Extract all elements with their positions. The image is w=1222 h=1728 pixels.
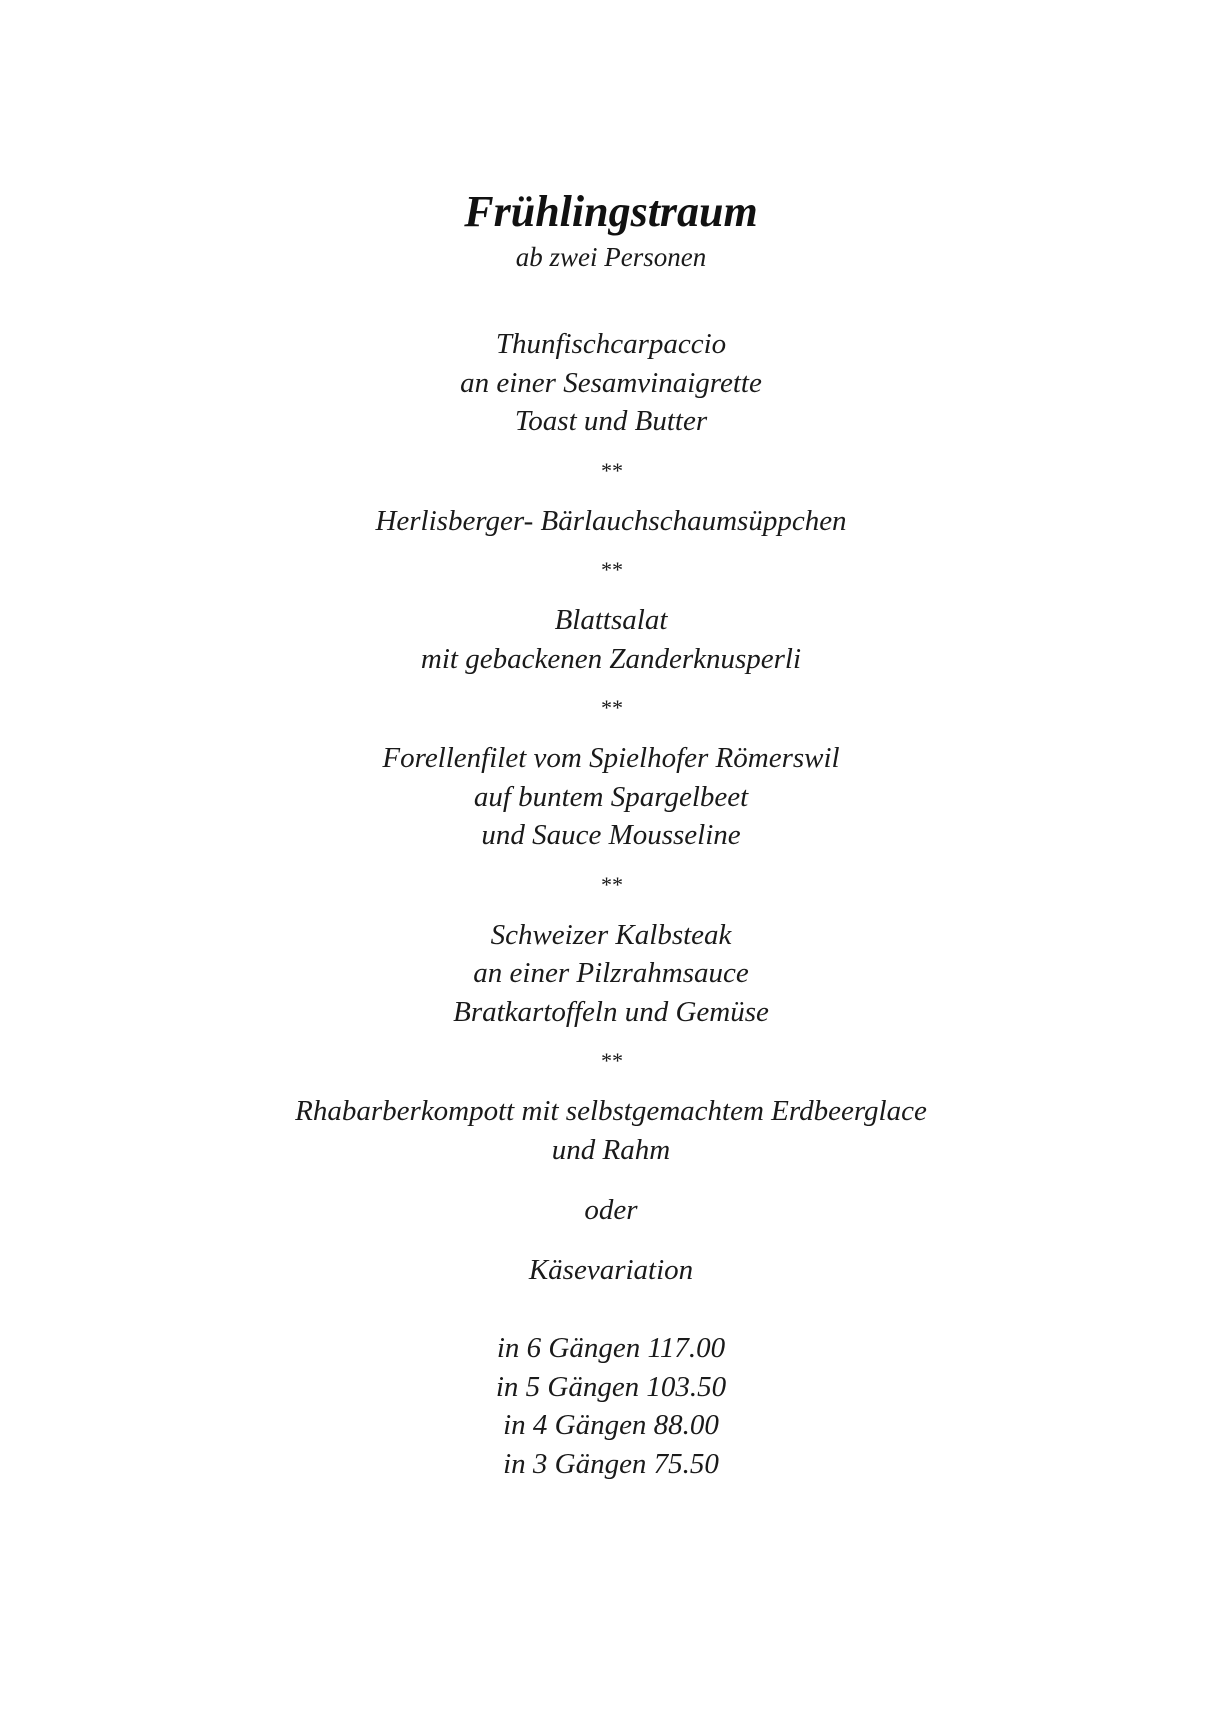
course-separator: **: [600, 457, 622, 483]
course-line: auf buntem Spargelbeet: [473, 780, 749, 813]
price-list: [0, 1329, 1222, 1483]
course-dessert: [0, 1092, 1222, 1169]
course-separator: **: [600, 1048, 622, 1073]
alternative-dish: Käsevariation: [528, 1254, 694, 1286]
alternative-word: oder: [584, 1194, 638, 1226]
course-line: und Rahm: [551, 1133, 671, 1166]
menu-title: Frühlingstraum: [464, 187, 758, 236]
course-main: [0, 916, 1222, 1032]
course-line: und Sauce Mousseline: [481, 819, 741, 851]
course-line: Blattsalat: [554, 604, 668, 636]
course-salad: [0, 601, 1222, 678]
course-line: Schweizer Kalbsteak: [490, 918, 732, 951]
menu-card: [0, 186, 1222, 1483]
course-line: Herlisberger- Bärlauchschaumsüppchen: [375, 504, 847, 537]
course-starter: [0, 325, 1222, 441]
course-line: mit gebackenen Zanderknusperli: [420, 642, 802, 675]
course-line: Thunfischcarpaccio: [495, 328, 727, 360]
course-line: Bratkartoffeln und Gemüse: [453, 995, 769, 1028]
course-line: Rhabarberkompott mit selbstgemachtem Erdbeerglace: [295, 1095, 927, 1127]
course-separator: **: [600, 695, 622, 720]
price-line: in 5 Gängen 103.50: [495, 1370, 727, 1403]
course-list: [0, 325, 1222, 1289]
course-soup: [0, 502, 1222, 541]
course-separator: **: [600, 871, 622, 897]
course-fish: [0, 739, 1222, 855]
course-separator: **: [600, 557, 622, 582]
price-line: in 6 Gängen 117.00: [496, 1332, 726, 1364]
course-line: an einer Sesamvinaigrette: [460, 366, 762, 399]
course-line: an einer Pilzrahmsauce: [473, 957, 749, 989]
menu-subtitle: ab zwei Personen: [515, 242, 707, 272]
course-line: Forellenfilet vom Spielhofer Römerswil: [382, 742, 840, 774]
price-line: in 3 Gängen 75.50: [503, 1447, 719, 1480]
course-line: Toast und Butter: [514, 405, 708, 437]
price-line: in 4 Gängen 88.00: [503, 1409, 719, 1441]
